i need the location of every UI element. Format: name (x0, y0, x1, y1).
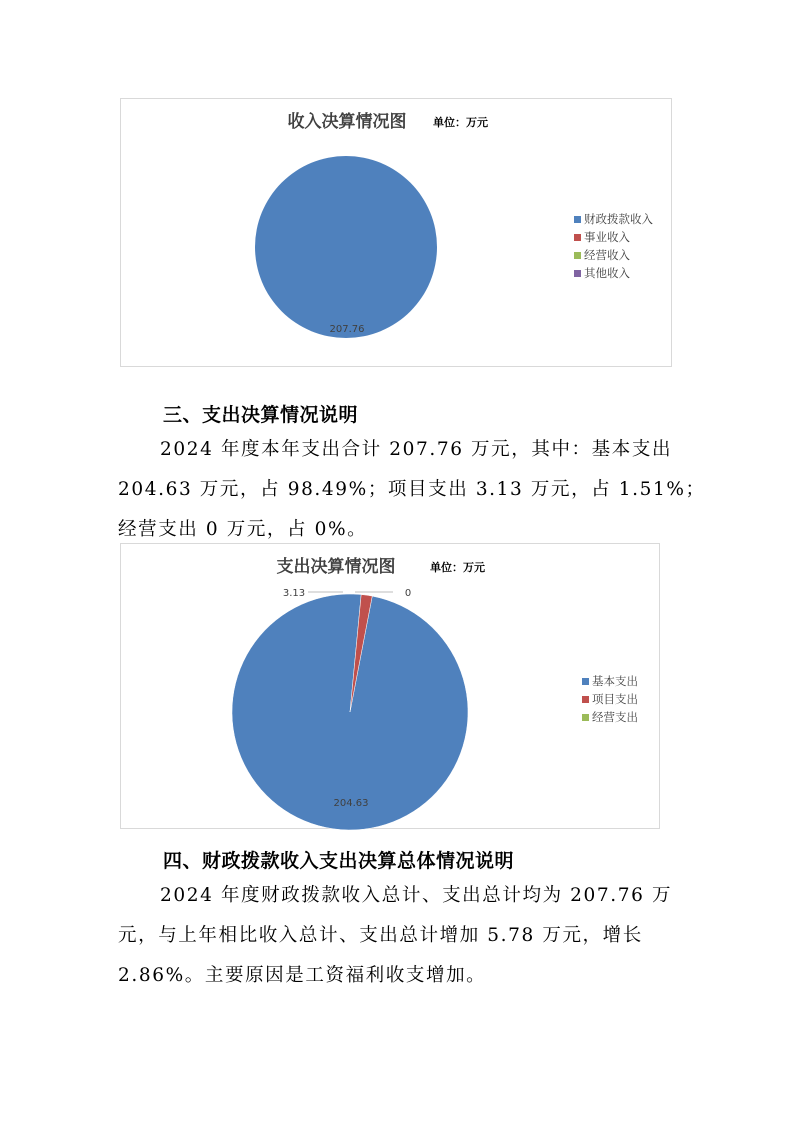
legend-swatch-1 (574, 216, 581, 223)
expense-chart-unit: 单位：万元 (430, 561, 485, 574)
section4-heading: 四、财政拨款收入支出决算总体情况说明 (163, 850, 515, 872)
section3-line-1: 2024 年度本年支出合计 207.76 万元，其中：基本支出 (160, 439, 673, 460)
expense-legend (582, 674, 638, 724)
expense-chart (120, 543, 660, 829)
section4-line-1: 2024 年度财政拨款收入总计、支出总计均为 207.76 万 (160, 885, 673, 906)
legend-label-2: 事业收入 (584, 230, 630, 244)
section3-line-2: 204.63 万元，占 98.49%；项目支出 3.13 万元，占 1.51%； (118, 479, 706, 500)
income-pie (255, 156, 437, 338)
section3-heading: 三、支出决算情况说明 (163, 404, 359, 426)
legend-label-4: 其他收入 (584, 266, 630, 280)
section3-line-3: 经营支出 0 万元，占 0%。 (118, 519, 368, 540)
legend-label-1: 基本支出 (592, 674, 638, 688)
legend-swatch-2 (582, 696, 589, 703)
income-chart-title: 收入决算情况图 (287, 112, 407, 132)
expense-pie (232, 588, 468, 830)
data-label-3: 0 (404, 588, 412, 599)
legend-swatch-3 (574, 252, 581, 259)
income-legend (574, 212, 653, 280)
section4-line-2: 元，与上年相比收入总计、支出总计增加 5.78 万元，增长 (118, 925, 643, 946)
legend-swatch-1 (582, 678, 589, 685)
legend-label-2: 项目支出 (592, 692, 638, 706)
income-chart (120, 98, 672, 367)
income-chart-unit: 单位：万元 (433, 116, 488, 129)
expense-chart-title: 支出决算情况图 (276, 557, 396, 577)
legend-label-3: 经营支出 (592, 710, 638, 724)
legend-swatch-4 (574, 270, 581, 277)
income-chart-svg (121, 99, 673, 368)
section4-paragraph (118, 876, 673, 996)
section4-line-3: 2.86%。主要原因是工资福利收支增加。 (118, 965, 487, 986)
expense-chart-svg (121, 544, 661, 830)
legend-swatch-3 (582, 714, 589, 721)
legend-label-1: 财政拨款收入 (584, 212, 653, 226)
data-label-2: 3.13 (282, 588, 306, 599)
data-label-1: 204.63 (333, 798, 369, 809)
section3-paragraph (118, 430, 706, 550)
data-label-1: 207.76 (329, 324, 365, 335)
legend-label-3: 经营收入 (584, 248, 630, 262)
pie-slice-1 (255, 156, 437, 338)
legend-swatch-2 (574, 234, 581, 241)
